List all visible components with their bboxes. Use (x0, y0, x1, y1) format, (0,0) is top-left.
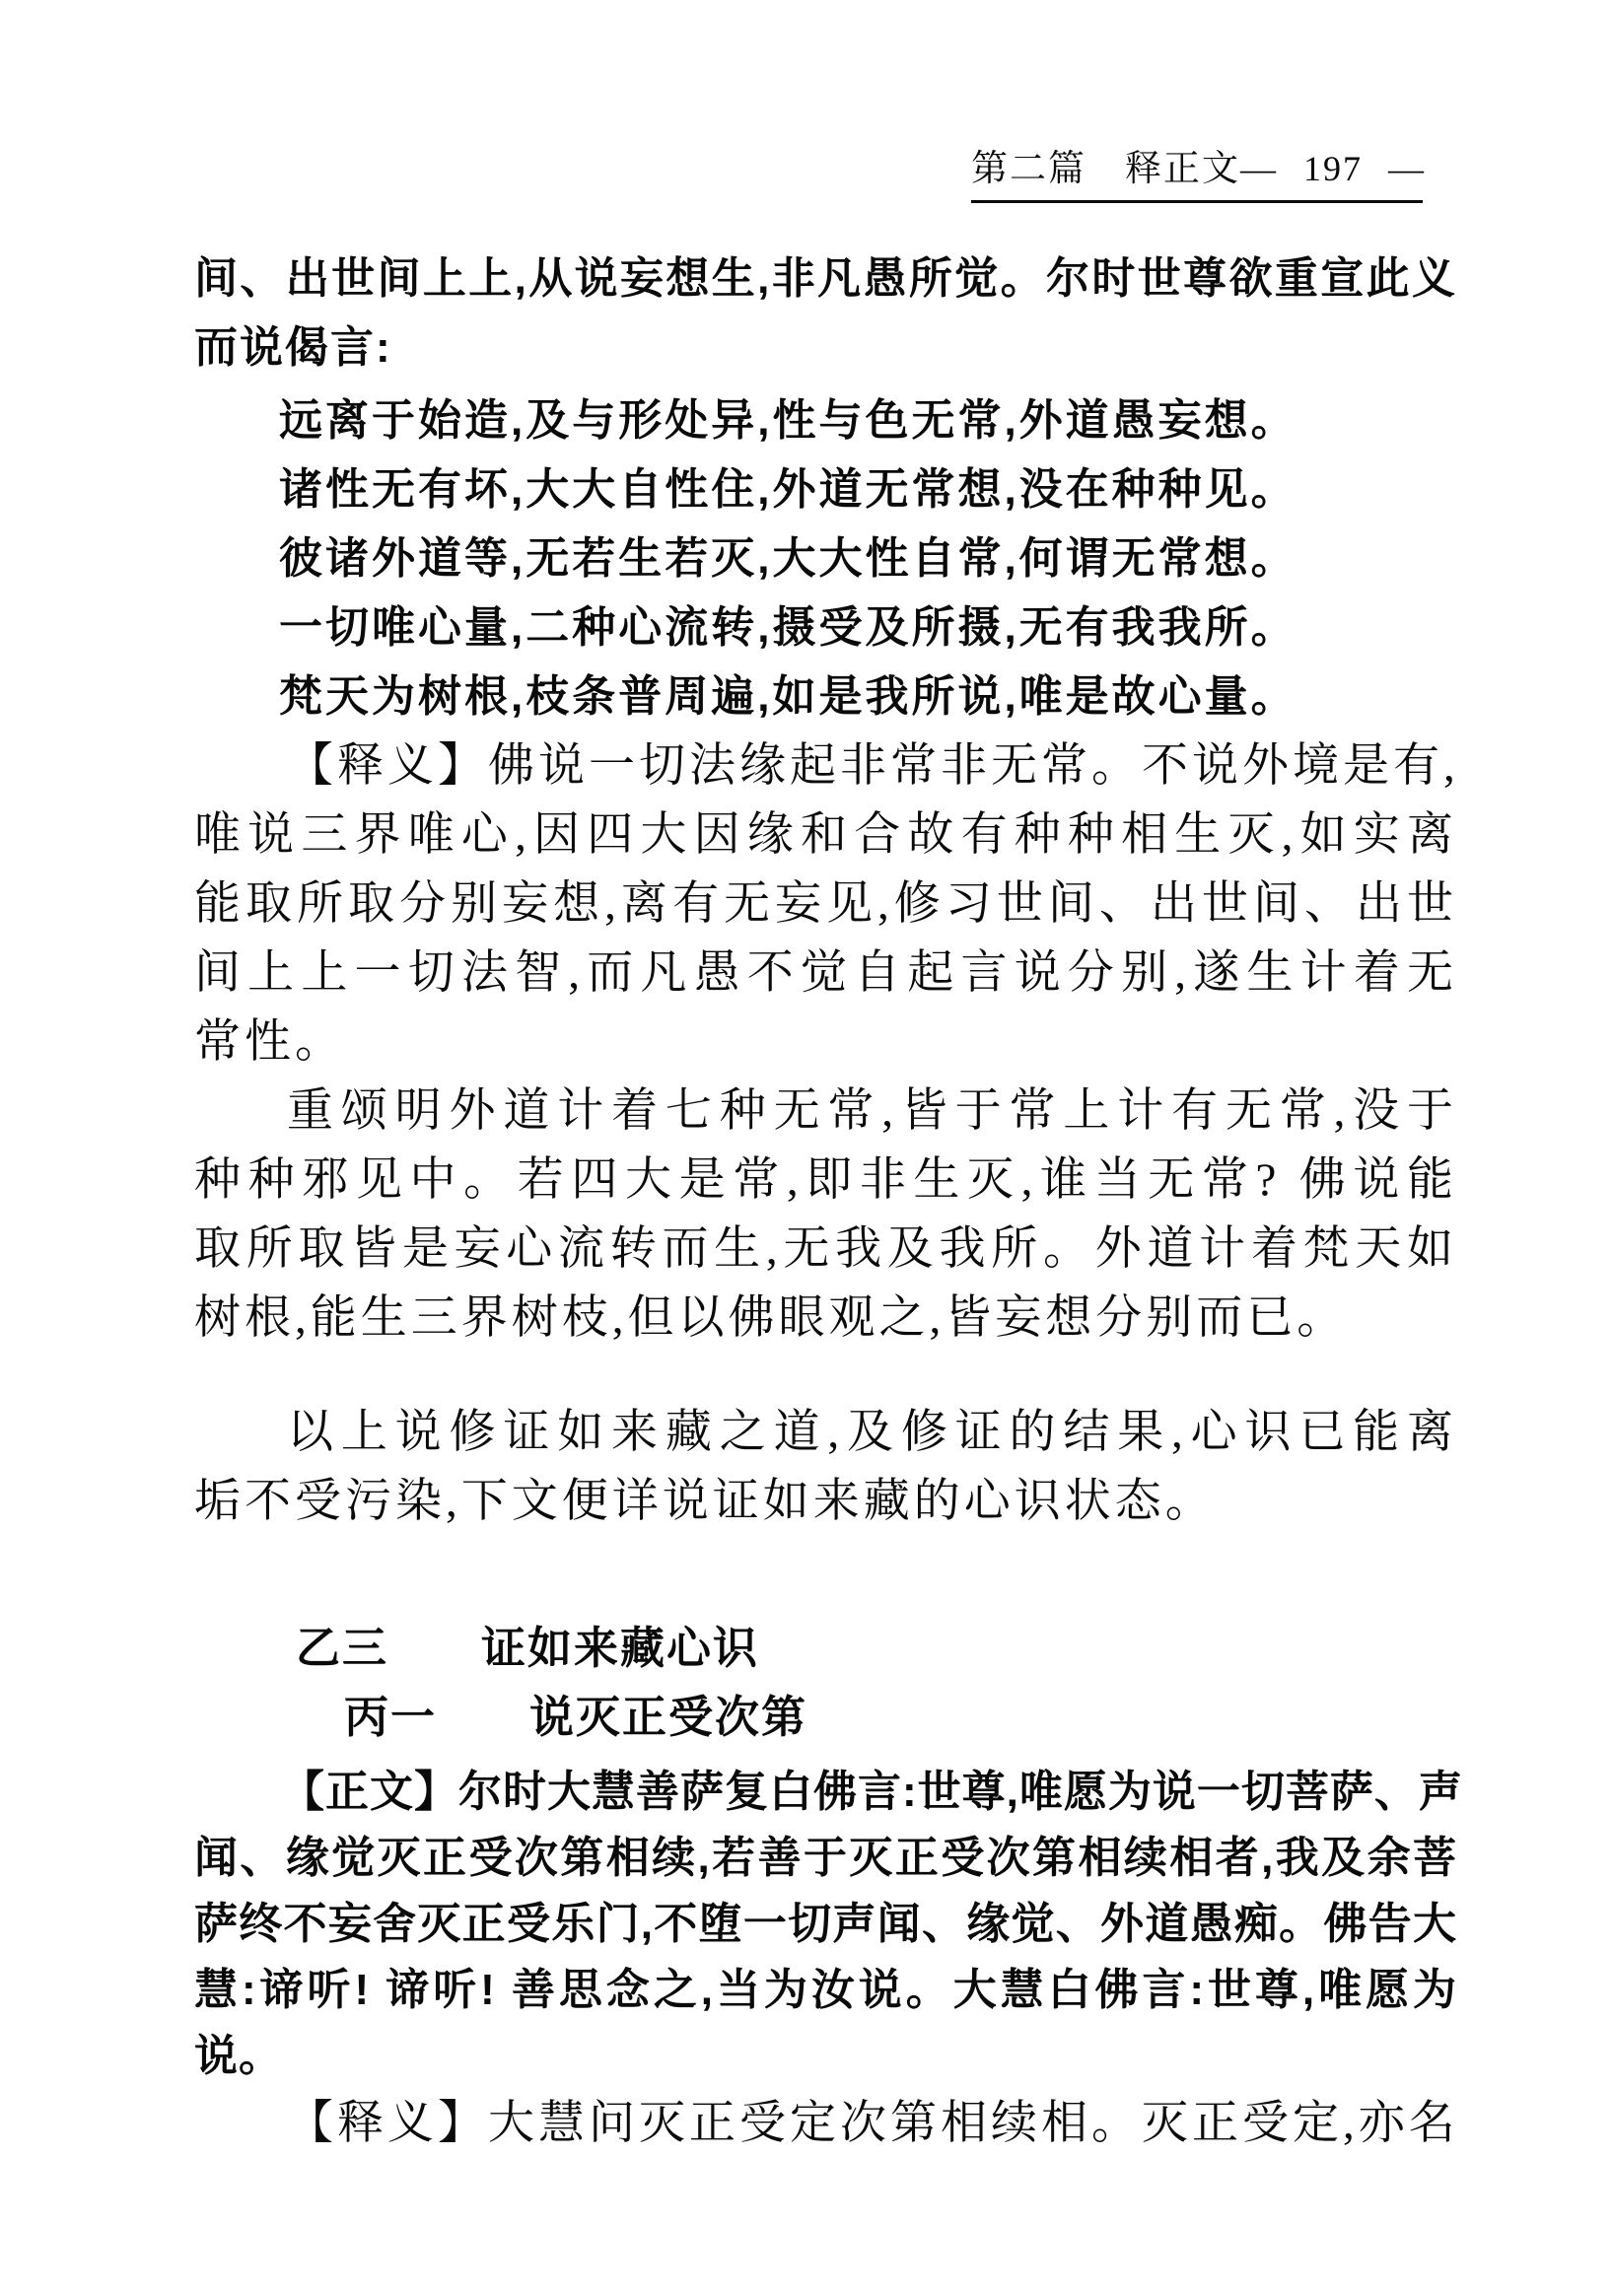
text-line: 【释义】佛说一切法缘起非常非无常。不说外境是有, (287, 740, 1459, 792)
section-heading-yi3: 乙三 证如来藏心识 (296, 1623, 760, 1673)
text-line: 间、出世间上上,从说妄想生,非凡愚所觉。尔时世尊欲重宣此义 (194, 254, 1457, 303)
verse-line: 一切唯心量,二种心流转,摄受及所摄,无有我我所。 (279, 603, 1297, 652)
zhengwen-paragraph (194, 1759, 1463, 2089)
verse-block (279, 386, 1457, 731)
text-line: 垢不受污染,下文便详说证如来藏的心识状态。 (194, 1476, 1216, 1527)
chapter-title: 第二篇 释正文 (971, 149, 1240, 189)
text-line: 闻、缘觉灭正受次第相续,若善于灭正受次第相续相者,我及余菩 (194, 1834, 1457, 1882)
text-line: 【释义】大慧问灭正受定次第相续相。灭正受定,亦名 (287, 2098, 1459, 2149)
shiyi-paragraph-1 (194, 731, 1457, 1077)
verse-line: 远离于始造,及与形处异,性与色无常,外道愚妄想。 (279, 396, 1297, 445)
verse-line: 彼诸外道等,无若生若灭,大大性自常,何谓无常想。 (279, 534, 1297, 583)
page-number-value: 197 (1303, 149, 1363, 188)
page-header (971, 138, 1426, 203)
page-body (194, 244, 1463, 2158)
verse-line: 梵天为树根,枝条普周遍,如是我所说,唯是故心量。 (279, 672, 1297, 721)
text-line: 种种邪见中。若四大是常,即非生灭,谁当无常? 佛说能 (194, 1154, 1458, 1206)
text-line: 常性。 (194, 1016, 345, 1068)
shiyi-paragraph-2 (194, 2089, 1457, 2158)
text-line: 慧:谛听! 谛听! 善思念之,当为汝说。大慧白佛言:世尊,唯愿为 (194, 1966, 1457, 2014)
text-line: 萨终不妄舍灭正受乐门,不堕一切声闻、缘觉、外道愚痴。佛告大 (194, 1900, 1457, 1948)
text-line: 唯说三界唯心,因四大因缘和合故有种种相生灭,如实离 (194, 809, 1457, 861)
summary-paragraph (194, 1398, 1457, 1536)
text-line: 间上上一切法智,而凡愚不觉自起言说分别,遂生计着无 (194, 947, 1457, 999)
section-heading-bing1: 丙一 说灭正受次第 (344, 1692, 808, 1742)
chongsong-paragraph (194, 1077, 1457, 1353)
text-line: 说。 (194, 2032, 283, 2080)
text-line: 取所取皆是妄心流转而生,无我及我所。外道计着梵天如 (194, 1223, 1457, 1275)
continuation-paragraph (194, 244, 1457, 383)
text-line: 【正文】尔时大慧善萨复白佛言:世尊,唯愿为说一切菩萨、声 (281, 1768, 1463, 1816)
text-line: 重颂明外道计着七种无常,皆于常上计有无常,没于 (287, 1085, 1457, 1137)
text-line: 以上说修证如来藏之道,及修证的结果,心识已能离 (287, 1407, 1457, 1458)
page-number (1240, 148, 1426, 189)
page-number-dash-right: — (1388, 149, 1426, 188)
verse-line: 诸性无有坏,大大自性住,外道无常想,没在种种见。 (279, 465, 1297, 514)
text-line: 能取所取分别妄想,离有无妄见,修习世间、出世间、出世 (194, 878, 1457, 930)
text-line: 而说偈言: (194, 323, 392, 372)
page-number-dash-left: — (1240, 149, 1278, 188)
text-line: 树根,能生三界树枝,但以佛眼观之,皆妄想分别而已。 (194, 1292, 1348, 1344)
